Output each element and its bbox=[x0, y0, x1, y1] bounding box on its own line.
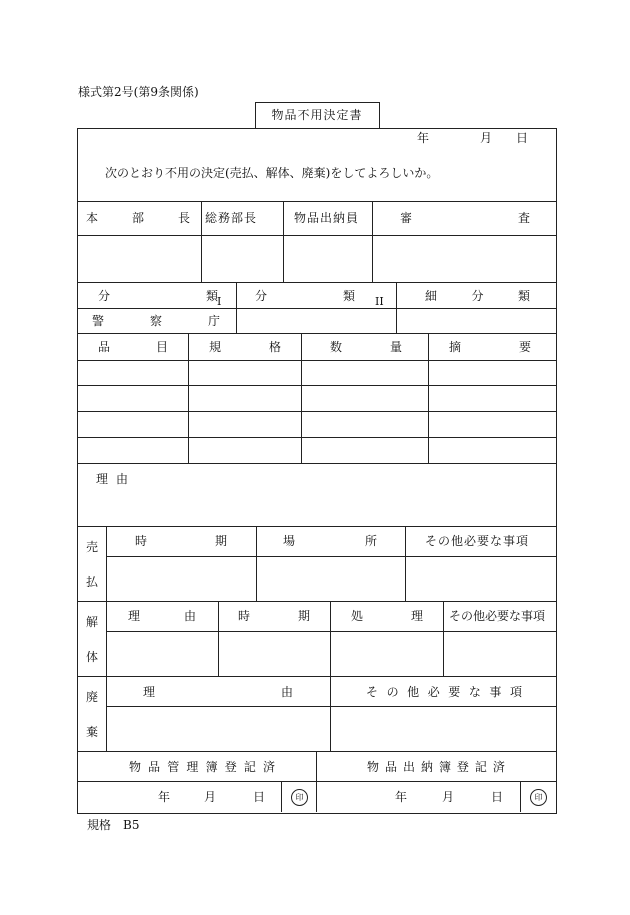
col-divider bbox=[281, 781, 282, 812]
dismantle-label-top: 解 bbox=[86, 615, 99, 629]
row-divider bbox=[77, 235, 556, 236]
col-divider bbox=[236, 282, 237, 333]
sub-classification-label: 細 分 類 bbox=[425, 289, 530, 303]
ledger-management-year: 年 bbox=[158, 790, 171, 804]
row-divider bbox=[77, 282, 556, 283]
row-divider bbox=[77, 360, 556, 361]
col-divider bbox=[405, 526, 406, 601]
ledger-accounting-month: 月 bbox=[442, 790, 455, 804]
col-divider bbox=[330, 676, 331, 751]
row-divider bbox=[77, 201, 556, 202]
disposal-header-other: そ の 他 必 要 な 事 項 bbox=[366, 685, 522, 699]
col-divider bbox=[520, 781, 521, 812]
approval-header-somubucho: 総務部長 bbox=[205, 211, 258, 225]
dismantle-header-other: その他必要な事項 bbox=[449, 609, 546, 623]
col-divider bbox=[301, 333, 302, 463]
approval-header-suitouin: 物品出納員 bbox=[294, 211, 360, 225]
document-title: 物品不用決定書 bbox=[271, 108, 363, 122]
classification-2-roman: II bbox=[375, 295, 384, 308]
date-year: 年 bbox=[417, 131, 430, 145]
classification-1-roman: I bbox=[217, 295, 222, 308]
row-divider bbox=[77, 308, 556, 309]
request-text: 次のとおり不用の決定(売払、解体、廃棄)をしてよろしいか。 bbox=[105, 166, 439, 180]
col-divider bbox=[372, 201, 373, 282]
col-divider bbox=[443, 601, 444, 676]
dismantle-header-jiki: 時 期 bbox=[238, 609, 310, 623]
col-divider bbox=[201, 201, 202, 282]
col-divider bbox=[330, 601, 331, 676]
ledger-management-title: 物 品 管 理 簿 登 記 済 bbox=[129, 760, 275, 774]
ledger-accounting-year: 年 bbox=[395, 790, 408, 804]
sale-label-bottom: 払 bbox=[86, 575, 99, 589]
classification-2-label: 分 類 bbox=[255, 289, 355, 303]
form-number: 様式第2号(第9条関係) bbox=[78, 85, 199, 99]
col-divider bbox=[316, 751, 317, 812]
col-divider bbox=[256, 526, 257, 601]
disposal-header-riyu: 理 由 bbox=[143, 685, 293, 699]
col-divider bbox=[218, 601, 219, 676]
col-divider bbox=[188, 333, 189, 463]
dismantle-label-bottom: 体 bbox=[86, 650, 99, 664]
row-divider bbox=[77, 676, 556, 677]
dismantle-header-shori: 処 理 bbox=[351, 609, 423, 623]
ledger-accounting-day: 日 bbox=[491, 790, 504, 804]
row-divider bbox=[77, 526, 556, 527]
disposal-label-bottom: 棄 bbox=[86, 725, 99, 739]
date-day: 日 bbox=[516, 131, 529, 145]
row-divider bbox=[106, 631, 556, 632]
ledger-management-seal: 印 bbox=[291, 789, 308, 806]
date-month: 月 bbox=[480, 131, 493, 145]
agency-label: 警 察 庁 bbox=[92, 314, 220, 328]
dismantle-header-riyu: 理 由 bbox=[128, 609, 196, 623]
row-divider bbox=[77, 437, 556, 438]
ledger-management-day: 日 bbox=[253, 790, 266, 804]
sale-label-top: 売 bbox=[86, 540, 99, 554]
sale-header-basho: 場 所 bbox=[283, 534, 377, 548]
row-divider bbox=[77, 385, 556, 386]
item-header-tekiyo: 摘 要 bbox=[449, 340, 531, 354]
footer-size: 規格 B5 bbox=[87, 818, 140, 832]
form-frame bbox=[77, 128, 557, 814]
item-header-hinmoku: 品 目 bbox=[98, 340, 168, 354]
row-divider bbox=[106, 556, 556, 557]
row-divider bbox=[77, 411, 556, 412]
approval-header-shinsa: 審 査 bbox=[400, 211, 530, 225]
row-divider bbox=[77, 601, 556, 602]
reason-label: 理由 bbox=[96, 472, 137, 486]
ledger-accounting-seal: 印 bbox=[530, 789, 547, 806]
ledger-management-month: 月 bbox=[204, 790, 217, 804]
approval-header-honbucho: 本 部 長 bbox=[86, 211, 190, 225]
classification-1-label: 分 類 bbox=[98, 289, 218, 303]
col-divider bbox=[106, 526, 107, 751]
col-divider bbox=[396, 282, 397, 333]
col-divider bbox=[283, 201, 284, 282]
col-divider bbox=[428, 333, 429, 463]
item-header-kikaku: 規 格 bbox=[209, 340, 281, 354]
row-divider bbox=[77, 333, 556, 334]
ledger-accounting-title: 物 品 出 納 簿 登 記 済 bbox=[367, 760, 505, 774]
sale-header-other: その他必要な事項 bbox=[425, 534, 530, 548]
row-divider bbox=[106, 706, 556, 707]
sale-header-jiki: 時 期 bbox=[135, 534, 227, 548]
item-header-suryo: 数 量 bbox=[330, 340, 402, 354]
row-divider bbox=[77, 463, 556, 464]
disposal-label-top: 廃 bbox=[86, 690, 99, 704]
